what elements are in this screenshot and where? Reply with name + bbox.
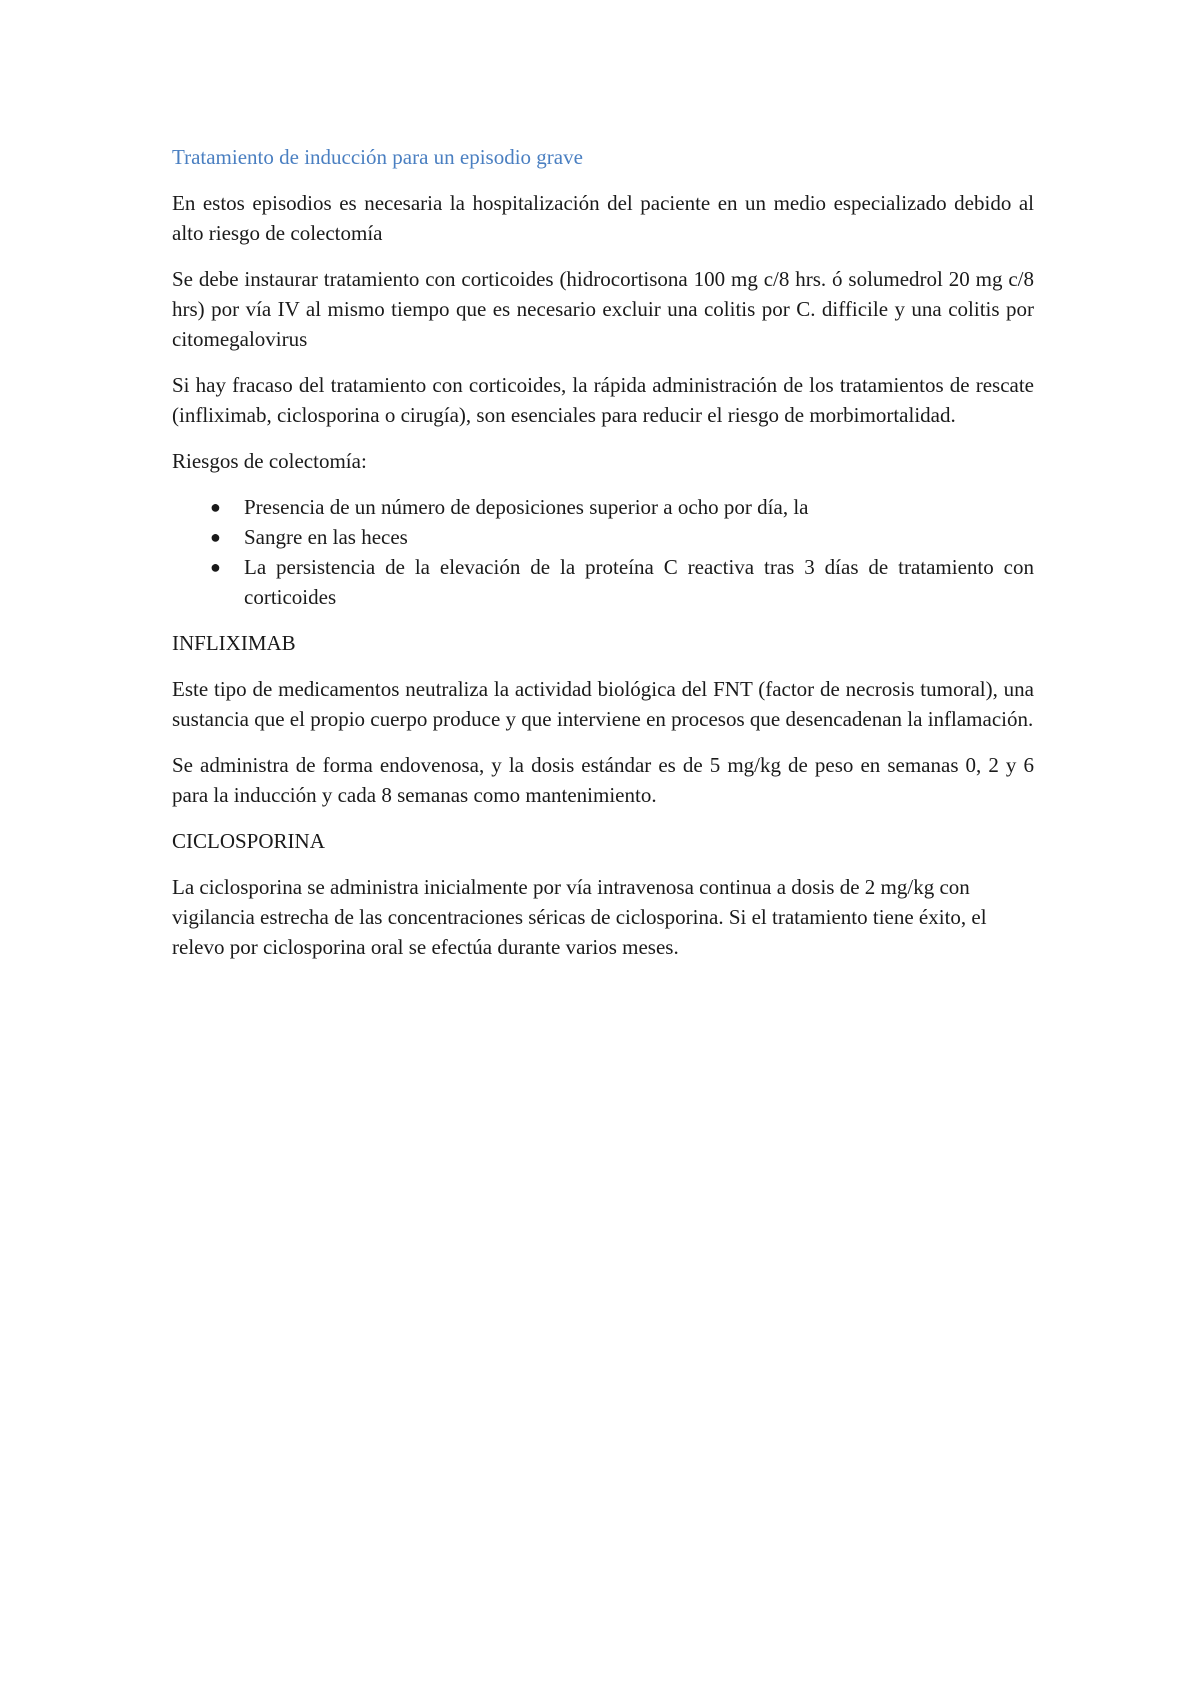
section-heading: Tratamiento de inducción para un episodio grave	[172, 145, 583, 169]
list-item	[210, 552, 1034, 612]
list-item-text: La persistencia de la elevación de la proteína C reactiva tras 3 días de tratamiento con corticoides	[244, 555, 1034, 609]
paragraph-ciclosporina: La ciclosporina se administra inicialmente por vía intravenosa continua a dosis de 2 mg/kg con vigilancia estrecha de las concentraciones séricas de ciclosporina. Si el tratamiento tiene éxito, el relevo por ciclosporina oral se efectúa durante varios meses.	[172, 875, 987, 959]
list-item-text: Sangre en las heces	[244, 525, 408, 549]
document-body	[172, 142, 1034, 978]
paragraph-hospitalization: En estos episodios es necesaria la hospitalización del paciente en un medio especializado debido al alto riesgo de colectomía	[172, 191, 1034, 245]
list-item-text: Presencia de un número de deposiciones superior a ocho por día, la	[244, 495, 809, 519]
paragraph-corticoids: Se debe instaurar tratamiento con corticoides (hidrocortisona 100 mg c/8 hrs. ó solumedrol 20 mg c/8 hrs) por vía IV al mismo tiempo que es necesario excluir una colitis por C. difficile y una colitis por citomegalovirus	[172, 267, 1034, 351]
bullet-icon: ●	[210, 557, 221, 577]
risks-label: Riesgos de colectomía:	[172, 449, 367, 473]
infliximab-title: INFLIXIMAB	[172, 631, 296, 655]
paragraph-infliximab-dosage: Se administra de forma endovenosa, y la dosis estándar es de 5 mg/kg de peso en semanas 0, 2 y 6 para la inducción y cada 8 semanas como mantenimiento.	[172, 753, 1034, 807]
list-item	[210, 522, 1034, 552]
risks-list	[172, 492, 1034, 612]
bullet-icon: ●	[210, 527, 221, 547]
paragraph-rescue-treatment: Si hay fracaso del tratamiento con corticoides, la rápida administración de los tratamientos de rescate (infliximab, ciclosporina o cirugía), son esenciales para reducir el riesgo de morbimortalidad.	[172, 373, 1034, 427]
list-item	[210, 492, 1034, 522]
bullet-icon: ●	[210, 497, 221, 517]
ciclosporina-title: CICLOSPORINA	[172, 829, 325, 853]
paragraph-infliximab-mechanism: Este tipo de medicamentos neutraliza la actividad biológica del FNT (factor de necrosis tumoral), una sustancia que el propio cuerpo produce y que interviene en procesos que desencadenan la inflamación.	[172, 677, 1034, 731]
